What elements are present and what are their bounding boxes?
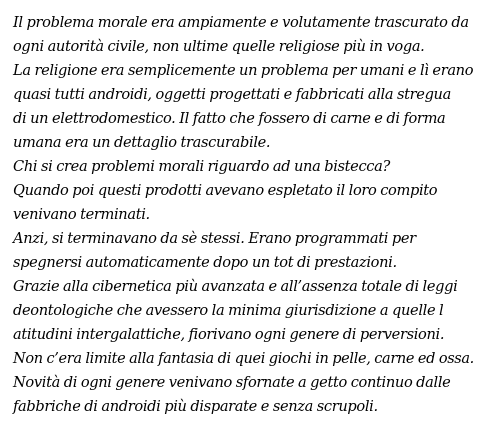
text-line-2: ogni autorità civile, non ultime quelle religiose più in voga. bbox=[13, 38, 425, 55]
text-line-13: deontologiche che avessero la minima giurisdizione a quelle l bbox=[13, 302, 444, 319]
text-line-14: atitudini intergalattiche, fiorivano ogni genere di perversioni. bbox=[13, 326, 445, 343]
text-line-5: di un elettrodomestico. Il fatto che fossero di carne e di forma bbox=[13, 110, 446, 127]
text-line-1: Il problema morale era ampiamente e volutamente trascurato da bbox=[13, 14, 469, 31]
text-line-4: quasi tutti androidi, oggetti progettati e fabbricati alla stregua bbox=[13, 86, 451, 103]
text-line-11: spegnersi automaticamente dopo un tot di prestazioni. bbox=[13, 254, 397, 271]
text-line-15: Non c’era limite alla fantasia di quei giochi in pelle, carne ed ossa. bbox=[13, 350, 474, 367]
text-line-9: venivano terminati. bbox=[13, 206, 150, 223]
text-line-8: Quando poi questi prodotti avevano espletato il loro compito bbox=[13, 182, 438, 199]
text-line-7: Chi si crea problemi morali riguardo ad una bistecca? bbox=[13, 158, 390, 175]
text-line-3: La religione era semplicemente un problema per umani e lì erano bbox=[13, 62, 474, 79]
text-line-17: fabbriche di androidi più disparate e senza scrupoli. bbox=[13, 398, 378, 415]
body-text bbox=[13, 11, 472, 419]
text-line-6: umana era un dettaglio trascurabile. bbox=[13, 134, 271, 151]
text-line-16: Novità di ogni genere venivano sfornate a getto continuo dalle bbox=[13, 374, 451, 391]
text-line-10: Anzi, si terminavano da sè stessi. Erano programmati per bbox=[13, 230, 416, 247]
text-line-12: Grazie alla cibernetica più avanzata e all’assenza totale di leggi bbox=[13, 278, 458, 295]
